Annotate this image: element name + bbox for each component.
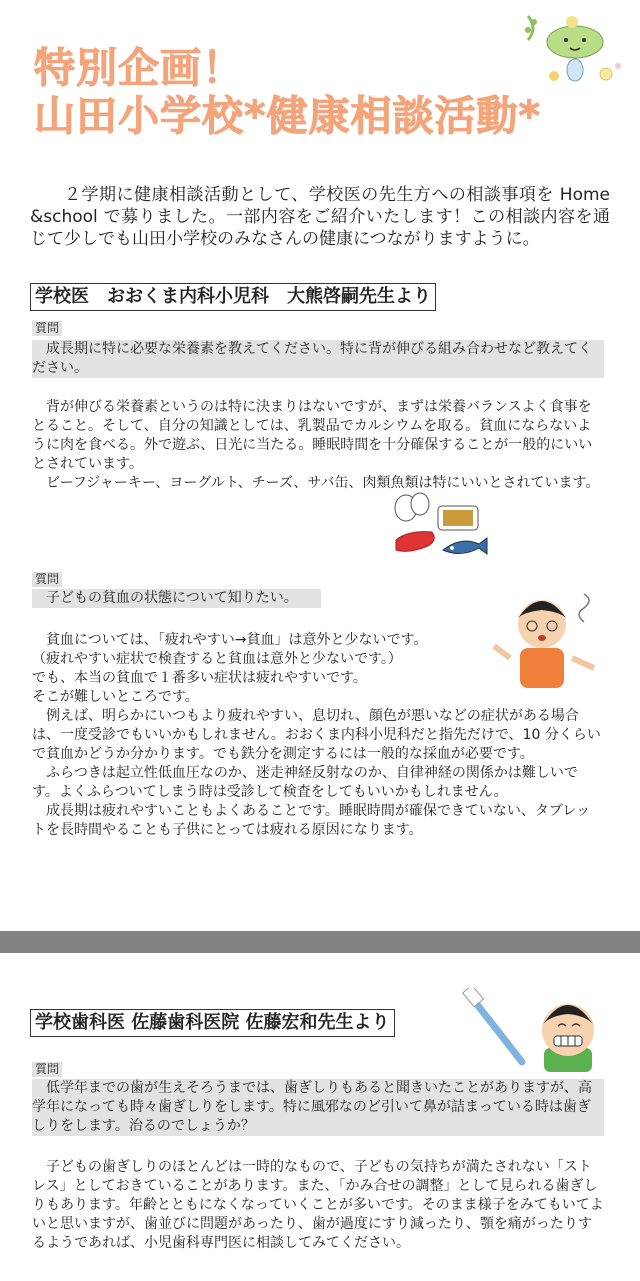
section-heading-school-doctor: 学校医 おおくま内科小児科 大熊啓嗣先生より	[30, 283, 436, 311]
answer-paragraph: 成長期は疲れやすいこともよくあることです。睡眠時間が確保できていない、タブレットを長時間やることも子供にとっては疲れる原因になります。	[32, 803, 591, 838]
intro-paragraph: ２学期に健康相談活動として、学校医の先生方への相談事項を Home &school で募りました。一部内容をご紹介いたします！この相談内容を通じて少しでも山田小学校のみなさんの健康につながりますように。	[30, 185, 610, 249]
answer-paragraph: ふらつきは起立性低血圧なのか、迷走神経反射なのか、自律神経の関係かは難しいです。よくふらついてしまう時は受診して検査をしてもいいかもしれません。	[32, 765, 578, 800]
answer-line: でも、本当の貧血で１番多い症状は疲れやすいです。	[32, 670, 367, 686]
toothbrush-illustration	[462, 988, 528, 1068]
title-line-1: 特別企画！	[34, 44, 244, 92]
answer-paragraph: 背が伸びる栄養素というのは特に決まりはないですが、まずは栄養バランスよく食事をとること。そして、自分の知識としては、乳製品でカルシウムを取る。貧血にならないように肉を食べる。外で遊ぶ、日光に当たる。睡眠時間を十分確保することが一般的にいいとされています。	[32, 399, 593, 472]
smiling-boy-illustration	[530, 996, 606, 1072]
answer-line: そこが難しいところです。	[32, 689, 199, 705]
mascot-illustration	[520, 8, 630, 92]
title-line-2: 山田小学校*健康相談活動*	[34, 92, 541, 140]
question-text: 低学年までの歯が生えそろうまでは、歯ぎしりもあると聞きいたことがありますが、高学年になっても時々歯ぎしりをします。特に風邪なのど引いて鼻が詰まっている時は歯ぎしりをします。治るのでしょうか？	[32, 1079, 604, 1136]
question-text: 成長期に特に必要な栄養素を教えてください。特に背が伸びる組み合わせなど教えてください。	[32, 340, 604, 378]
question-tag: 質問	[32, 1062, 62, 1077]
question-tag: 質問	[32, 321, 62, 336]
answer-paragraph: ビーフジャーキー、ヨーグルト、チーズ、サバ缶、肉類魚類は特にいいとされています。	[46, 475, 600, 491]
answer-paragraph: 子どもの歯ぎしりのほとんどは一時的なもので、子どもの気持ちが満たされない「ストレス」としておきていることがあります。また、「かみ合せの調整」として見られる歯ぎしりもあります。年齢とともになくなっていくことが多いです。そのまま様子をみてもいてよいと思いますが、歯並びに問題があったり、歯が過度にすり減ったり、顎を痛がったりするようであれば、小児歯科専門医に相談してみてください。	[32, 1159, 604, 1251]
section-divider	[0, 931, 640, 953]
answer-line: （疲れやすい症状で検査すると貧血は意外と少ないです。）	[32, 651, 402, 667]
answer-paragraph: 例えば、明らかにいつもより疲れやすい、息切れ、顔色が悪いなどの症状がある場合は、一度受診でもいいかもしれません。おおくま内科小児科だと指先だけで、10 分くらいで貧血かどうか分かります。でも鉄分を測定するには一般的な採血が必要です。	[32, 708, 601, 762]
question-tag: 質問	[32, 572, 62, 587]
question-text: 子どもの貧血の状態について知りたい。	[32, 589, 321, 608]
answer-block	[32, 631, 604, 840]
answer-block	[32, 1158, 604, 1253]
section-heading-school-dentist: 学校歯科医 佐藤歯科医院 佐藤宏和先生より	[30, 1009, 395, 1037]
answer-block	[32, 398, 604, 493]
food-illustration	[388, 492, 492, 570]
answer-line: 貧血については、「疲れやすい→貧血」は意外と少ないです。	[46, 632, 428, 648]
